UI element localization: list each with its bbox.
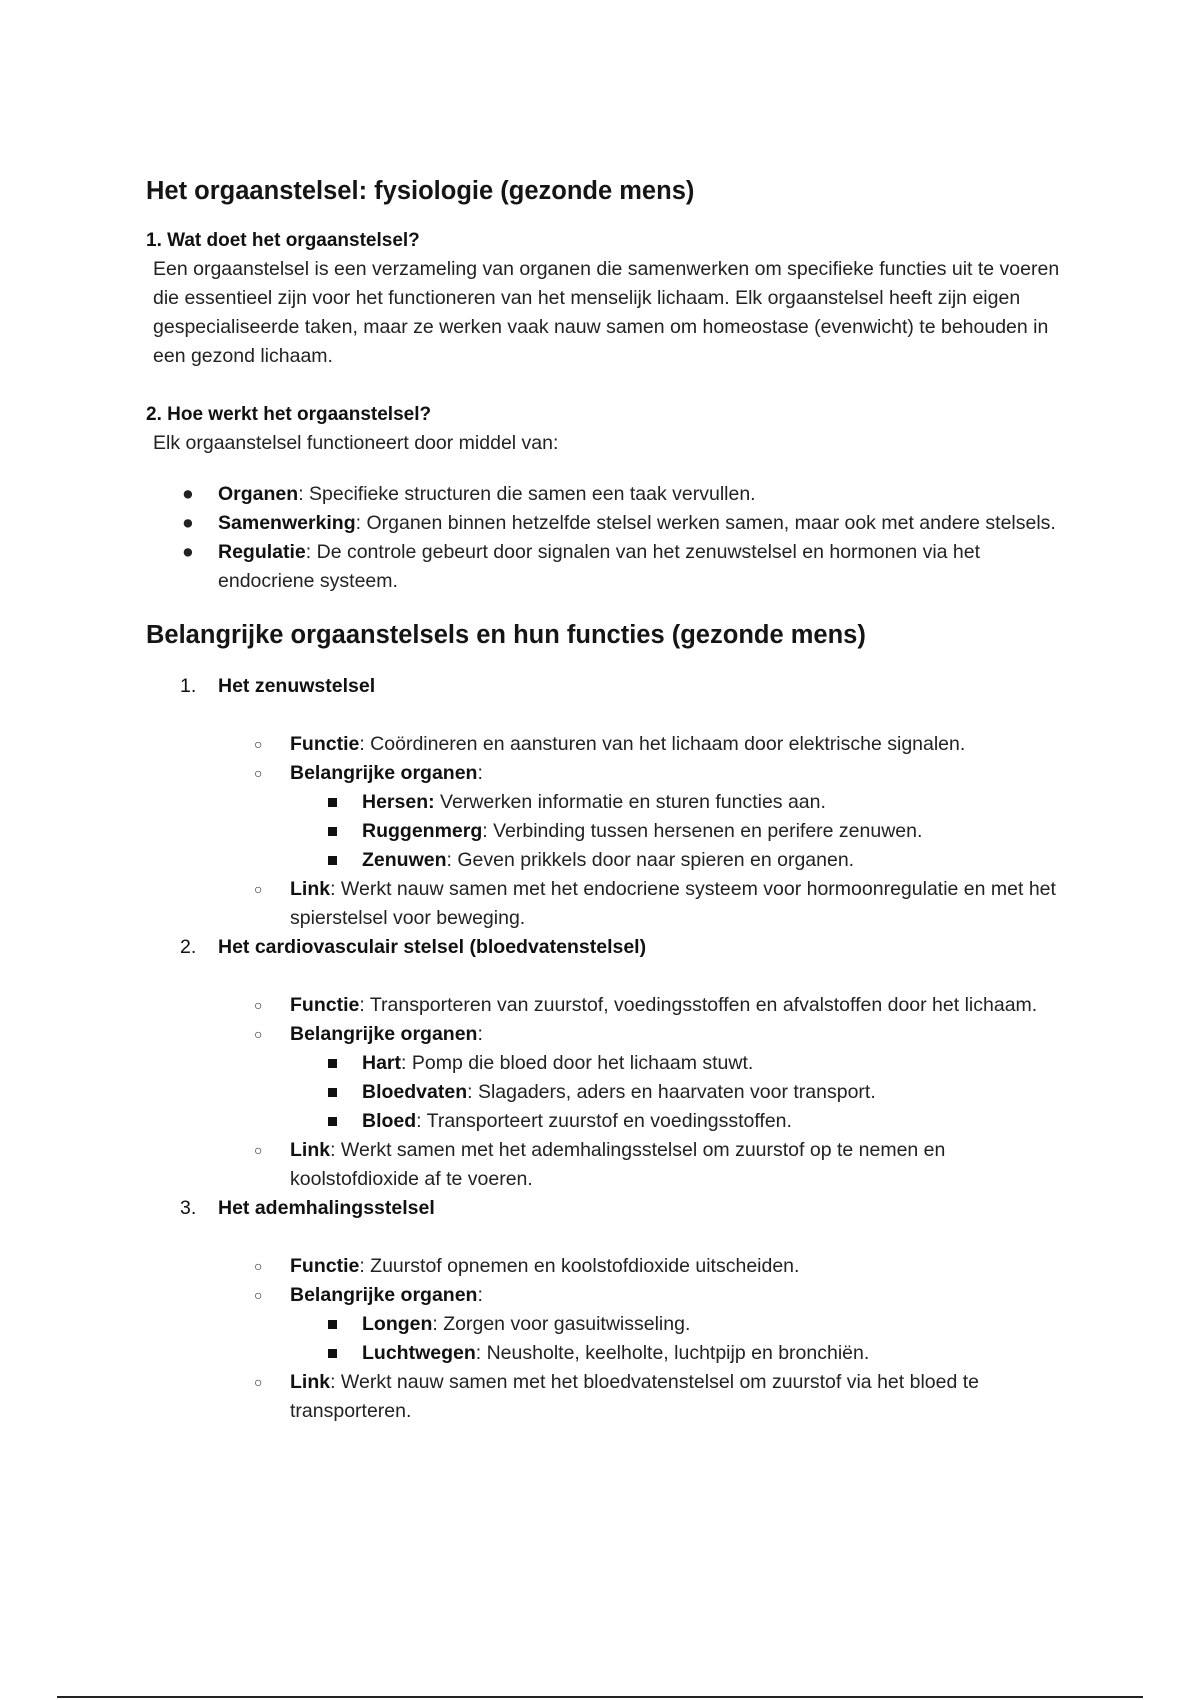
section2-question: 2. Hoe werkt het orgaanstelsel? xyxy=(146,404,432,425)
organ-item xyxy=(290,788,1066,817)
organ-text: : Neusholte, keelholte, luchtpijp en bronchiën. xyxy=(475,1342,870,1364)
page-bottom-divider xyxy=(57,1696,1143,1698)
organ-item xyxy=(290,1078,1066,1107)
square-bullet-icon xyxy=(328,1088,337,1097)
function-item xyxy=(218,991,1066,1020)
circle-bullet-icon: ○ xyxy=(254,997,263,1013)
organ-text: : Slagaders, aders en haarvaten voor transport. xyxy=(467,1081,876,1103)
system-title: Het ademhalingsstelsel xyxy=(218,1197,435,1219)
organ-text: Verwerken informatie en sturen functies aan. xyxy=(434,791,826,813)
organs-item xyxy=(218,759,1066,875)
section2-text: Elk orgaanstelsel functioneert door middel van: xyxy=(153,432,559,454)
system-details xyxy=(218,1252,1066,1426)
organ-text: : Verbinding tussen hersenen en perifere zenuwen. xyxy=(482,820,923,842)
organs-colon: : xyxy=(477,1284,483,1306)
circle-bullet-icon: ○ xyxy=(254,1142,263,1158)
organs-term: Belangrijke organen xyxy=(290,1023,478,1045)
section1-question: 1. Wat doet het orgaanstelsel? xyxy=(146,230,420,251)
system-number: 2. xyxy=(180,936,197,958)
systems-list xyxy=(146,672,1066,1426)
circle-bullet-icon: ○ xyxy=(254,1258,263,1274)
section-heading: Belangrijke orgaanstelsels en hun functies (gezonde mens) xyxy=(146,621,866,649)
organ-term: Bloed xyxy=(362,1110,417,1132)
function-text: : Transporteren van zuurstof, voedingsstoffen en afvalstoffen door het lichaam. xyxy=(359,994,1038,1016)
bullet-text: : Organen binnen hetzelfde stelsel werken samen, maar ook met andere stelsels. xyxy=(355,512,1056,534)
square-bullet-icon xyxy=(328,1117,337,1126)
bullet-dot-icon: ● xyxy=(182,541,194,563)
circle-bullet-icon: ○ xyxy=(254,1287,263,1303)
organ-term: Ruggenmerg xyxy=(362,820,483,842)
link-item xyxy=(218,1368,1066,1426)
bullet-dot-icon: ● xyxy=(182,483,194,505)
organ-term: Hersen: xyxy=(362,791,435,813)
function-item xyxy=(218,730,1066,759)
organs-colon: : xyxy=(477,1023,483,1045)
circle-bullet-icon: ○ xyxy=(254,736,263,752)
organ-item xyxy=(290,1049,1066,1078)
circle-bullet-icon: ○ xyxy=(254,1374,263,1390)
organ-term: Hart xyxy=(362,1052,402,1074)
square-bullet-icon xyxy=(328,1349,337,1358)
organ-text: : Pomp die bloed door het lichaam stuwt. xyxy=(401,1052,754,1074)
link-text: : Werkt nauw samen met het bloedvatenstelsel om zuurstof via het bloed te transporteren. xyxy=(290,1371,979,1422)
bullet-dot-icon: ● xyxy=(182,512,194,534)
organ-item xyxy=(290,817,1066,846)
link-item xyxy=(218,875,1066,933)
circle-bullet-icon: ○ xyxy=(254,881,263,897)
link-term: Link xyxy=(290,878,331,900)
function-item xyxy=(218,1252,1066,1281)
square-bullet-icon xyxy=(328,798,337,807)
system-title: Het zenuwstelsel xyxy=(218,675,376,697)
system-item xyxy=(146,933,1066,1194)
organ-item xyxy=(290,1339,1066,1368)
function-term: Functie xyxy=(290,994,360,1016)
circle-bullet-icon: ○ xyxy=(254,765,263,781)
function-term: Functie xyxy=(290,1255,360,1277)
function-term: Functie xyxy=(290,733,360,755)
bullet-text: : Specifieke structuren die samen een taak vervullen. xyxy=(298,483,756,505)
link-term: Link xyxy=(290,1139,331,1161)
link-text: : Werkt samen met het ademhalingsstelsel om zuurstof op te nemen en koolstofdioxide af te voeren. xyxy=(290,1139,946,1190)
system-details xyxy=(218,991,1066,1194)
system-number: 3. xyxy=(180,1197,197,1219)
list-item xyxy=(146,538,1066,596)
organ-text: : Geven prikkels door naar spieren en organen. xyxy=(446,849,855,871)
bullet-term: Regulatie xyxy=(218,541,306,563)
system-item xyxy=(146,1194,1066,1426)
document-page xyxy=(146,170,1066,1426)
function-text: : Coördineren en aansturen van het lichaam door elektrische signalen. xyxy=(359,733,966,755)
bullet-term: Samenwerking xyxy=(218,512,356,534)
link-item xyxy=(218,1136,1066,1194)
organ-item xyxy=(290,846,1066,875)
system-item xyxy=(146,672,1066,933)
section1-text: Een orgaanstelsel is een verzameling van organen die samenwerken om specifieke functies uit te voeren die essentieel zijn voor het functioneren van het menselijk lichaam. Elk orgaanstelsel heeft zijn eigen gespecialiseerde taken, maar ze werken vaak nauw samen om homeostase (evenwicht) te behouden in een gezond lichaam. xyxy=(153,258,1060,367)
square-bullet-icon xyxy=(328,827,337,836)
circle-bullet-icon: ○ xyxy=(254,1026,263,1042)
organs-item xyxy=(218,1020,1066,1136)
system-title: Het cardiovasculair stelsel (bloedvatenstelsel) xyxy=(218,936,647,958)
organ-term: Luchtwegen xyxy=(362,1342,476,1364)
organ-text: : Transporteert zuurstof en voedingsstoffen. xyxy=(416,1110,792,1132)
link-text: : Werkt nauw samen met het endocriene systeem voor hormoonregulatie en met het spierstelsel voor beweging. xyxy=(290,878,1056,929)
square-bullet-icon xyxy=(328,856,337,865)
organ-item xyxy=(290,1107,1066,1136)
organs-list xyxy=(290,1310,1066,1368)
organs-list xyxy=(290,1049,1066,1136)
square-bullet-icon xyxy=(328,1059,337,1068)
organs-list xyxy=(290,788,1066,875)
page-title: Het orgaanstelsel: fysiologie (gezonde mens) xyxy=(146,177,695,205)
organ-term: Bloedvaten xyxy=(362,1081,468,1103)
bullet-term: Organen xyxy=(218,483,299,505)
organ-item xyxy=(290,1310,1066,1339)
organs-colon: : xyxy=(477,762,483,784)
function-text: : Zuurstof opnemen en koolstofdioxide uitscheiden. xyxy=(359,1255,800,1277)
organs-term: Belangrijke organen xyxy=(290,1284,478,1306)
system-number: 1. xyxy=(180,675,197,697)
link-term: Link xyxy=(290,1371,331,1393)
list-item xyxy=(146,480,1066,509)
list-item xyxy=(146,509,1066,538)
organs-item xyxy=(218,1281,1066,1368)
square-bullet-icon xyxy=(328,1320,337,1329)
mechanism-list xyxy=(146,480,1066,596)
bullet-text: : De controle gebeurt door signalen van het zenuwstelsel en hormonen via het endocriene systeem. xyxy=(218,541,981,592)
organ-term: Longen xyxy=(362,1313,433,1335)
organs-term: Belangrijke organen xyxy=(290,762,478,784)
system-details xyxy=(218,730,1066,933)
organ-text: : Zorgen voor gasuitwisseling. xyxy=(432,1313,691,1335)
organ-term: Zenuwen xyxy=(362,849,447,871)
